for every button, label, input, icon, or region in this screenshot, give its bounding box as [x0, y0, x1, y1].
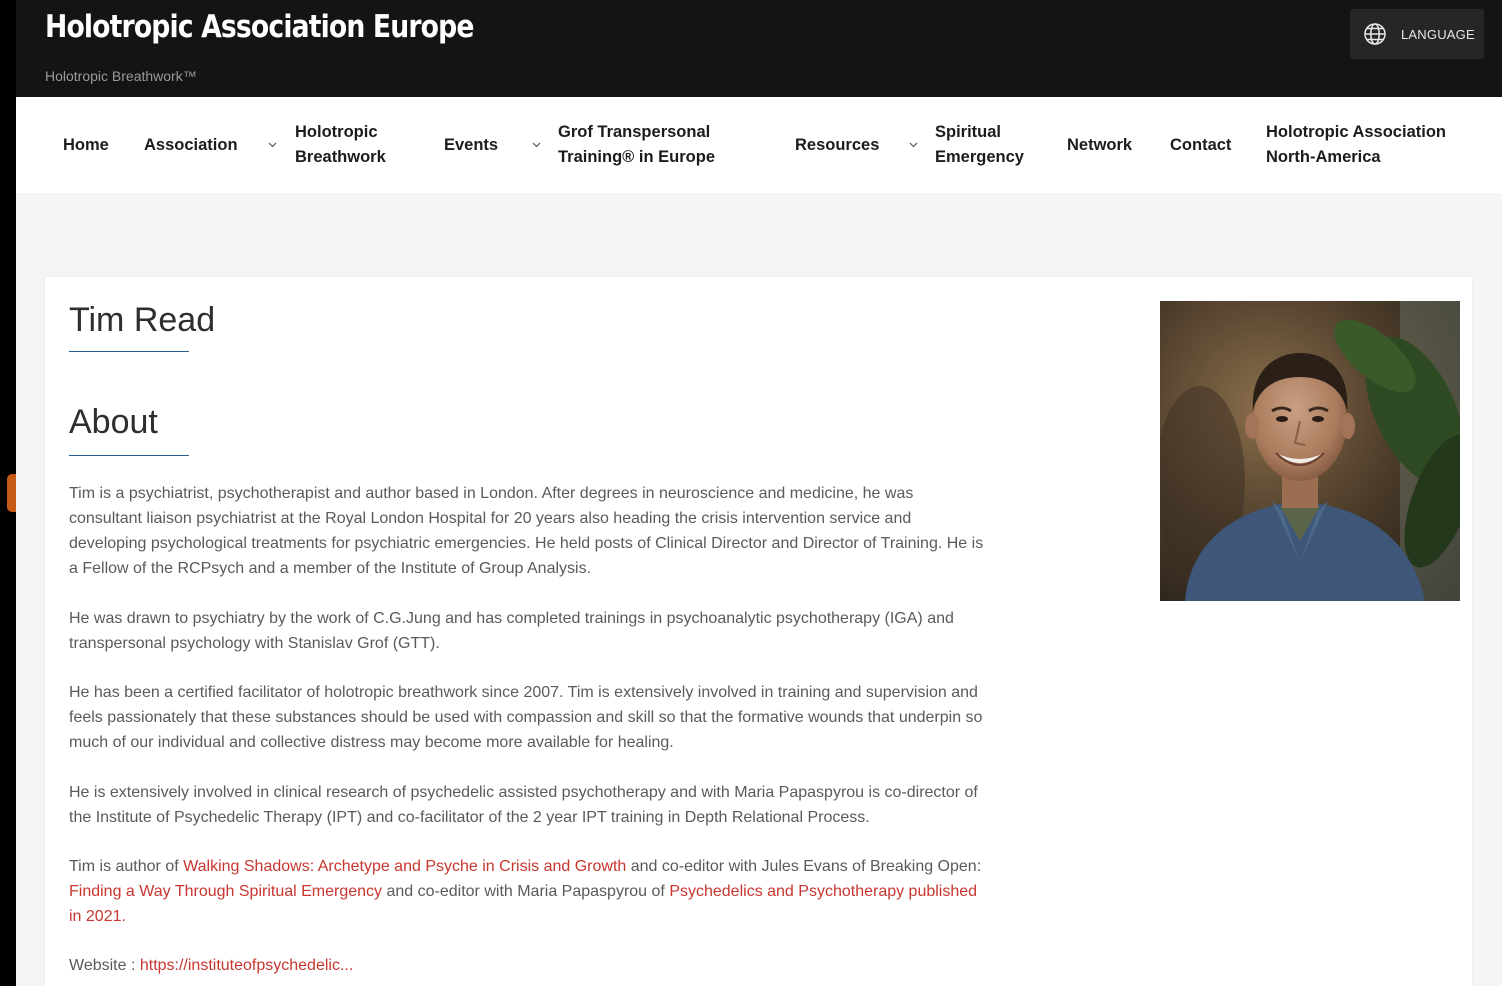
profile-name: Tim Read — [69, 301, 216, 339]
globe-icon — [1363, 22, 1387, 46]
nav-label-line: Spiritual — [935, 123, 1002, 141]
chevron-down-icon[interactable] — [268, 142, 277, 148]
language-label: LANGUAGE — [1401, 26, 1475, 42]
nav-label-line: North-America — [1266, 148, 1381, 166]
bio-paragraph-2: He was drawn to psychiatry by the work of C.G.Jung and has completed trainings in psychoanalytic psychotherapy (IGA) and transpersonal psychology with Stanislav Grof (GTT). — [69, 610, 954, 652]
nav-spiritual-emergency[interactable] — [935, 120, 1024, 170]
book-link-breaking-open[interactable]: Finding a Way Through Spiritual Emergency — [69, 883, 383, 900]
bio-paragraph-4: He is extensively involved in clinical research of psychedelic assisted psychotherapy and with Maria Papaspyrou is co-director of the Institute of Psychedelic Therapy (IPT) and co-facilitator of the 2 year IPT training in Depth Relational Process. — [69, 784, 978, 826]
nav-resources[interactable]: Resources — [795, 136, 880, 154]
book-link-walking-shadows[interactable]: Walking Shadows: Archetype and Psyche in Crisis and Growth — [183, 858, 627, 875]
profile-card — [45, 277, 1472, 986]
top-header — [16, 0, 1502, 97]
main-nav — [16, 97, 1502, 193]
nav-grof-transpersonal-training[interactable] — [558, 120, 715, 170]
nav-holotropic-breathwork[interactable] — [295, 120, 386, 170]
book-link-psychedelics-psychotherapy[interactable]: Psychedelics and Psychotherapy published in 2021. — [69, 883, 978, 925]
website-label: Website : — [69, 957, 140, 974]
nav-label-line: Grof Transpersonal — [558, 123, 711, 141]
nav-label-line: Breathwork — [295, 148, 386, 166]
bio-paragraph-3: He has been a certified facilitator of holotropic breathwork since 2007. Tim is extensively involved in training and supervision and feels passionately that these substances should be used with compassion and skill so that the formative wounds that underpin so much of our individual and collective distress may become more available for healing. — [69, 684, 983, 751]
website-line — [69, 953, 984, 978]
website-link[interactable]: https://instituteofpsychedelic... — [139, 957, 354, 974]
nav-events[interactable]: Events — [444, 136, 499, 154]
site-title[interactable]: Holotropic Association Europe — [45, 9, 474, 45]
nav-network[interactable]: Network — [1067, 136, 1133, 154]
chevron-down-icon[interactable] — [532, 142, 541, 148]
text-span: and co-editor with Jules Evans of Breaking Open: — [626, 858, 982, 875]
portrait-image — [1160, 301, 1460, 601]
page — [16, 0, 1502, 986]
title-underline — [69, 351, 189, 352]
site-tagline: Holotropic Breathwork™ — [45, 68, 197, 84]
bio-paragraph-5 — [69, 854, 984, 929]
nav-home[interactable]: Home — [63, 136, 109, 154]
profile-photo — [1160, 301, 1460, 601]
about-heading: About — [69, 403, 158, 441]
chevron-down-icon[interactable] — [909, 142, 918, 148]
bio-paragraph-1: Tim is a psychiatrist, psychotherapist and author based in London. After degrees in neuroscience and medicine, he was consultant liaison psychiatrist at the Royal London Hospital for 20 years also heading the crisis intervention service and developing psychological treatments for psychiatric emergencies. He held posts of Clinical Director and Director of Training. He is a Fellow of the RCPsych and a member of the Institute of Group Analysis. — [69, 485, 984, 577]
nav-label-line: Training® in Europe — [558, 148, 715, 166]
nav-label-line: Holotropic — [295, 123, 378, 141]
about-underline — [69, 455, 189, 456]
nav-association[interactable]: Association — [144, 136, 238, 154]
nav-label-line: Holotropic Association — [1266, 123, 1446, 141]
text-span: Tim is author of — [69, 858, 184, 875]
language-button[interactable] — [1350, 9, 1484, 59]
nav-label-line: Emergency — [935, 148, 1024, 166]
nav-holotropic-association-north-america[interactable] — [1266, 120, 1446, 170]
text-span: and co-editor with Maria Papaspyrou of — [382, 883, 670, 900]
nav-contact[interactable]: Contact — [1170, 136, 1232, 154]
